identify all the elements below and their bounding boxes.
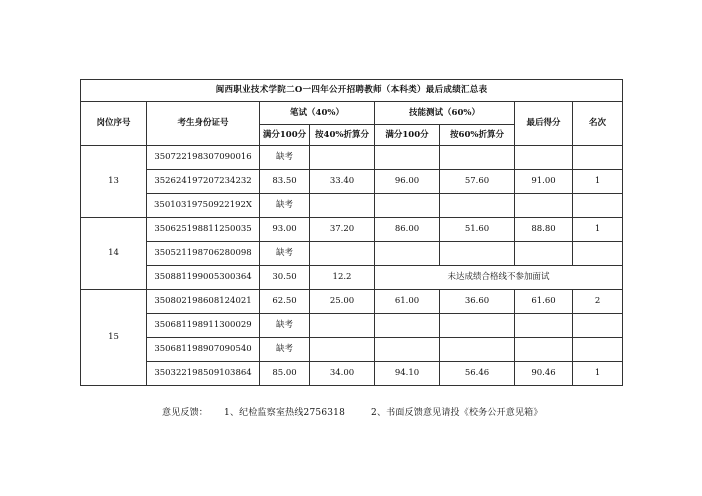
final-score-cell — [515, 194, 573, 218]
rank-cell — [573, 338, 623, 362]
table-row — [81, 362, 623, 386]
header-skill-test: 技能测试（60%） — [375, 102, 515, 125]
table-row — [81, 242, 623, 266]
table-row — [81, 218, 623, 242]
header-final-score: 最后得分 — [515, 102, 573, 146]
skill-60-cell: 51.60 — [440, 218, 515, 242]
feedback-notes — [162, 405, 543, 418]
written-100-cell: 缺考 — [260, 194, 310, 218]
written-40-cell — [310, 242, 375, 266]
skill-100-cell: 96.00 — [375, 170, 440, 194]
skill-100-cell — [375, 242, 440, 266]
header-written-test: 笔试（40%） — [260, 102, 375, 125]
header-rank: 名次 — [573, 102, 623, 146]
skill-100-cell: 94.10 — [375, 362, 440, 386]
table-row — [81, 146, 623, 170]
skill-60-cell: 56.46 — [440, 362, 515, 386]
results-table — [80, 79, 623, 386]
written-40-cell — [310, 194, 375, 218]
table-row — [81, 194, 623, 218]
skill-60-cell — [440, 242, 515, 266]
final-score-cell — [515, 338, 573, 362]
header-skill-converted: 按60%折算分 — [440, 125, 515, 146]
written-40-cell: 25.00 — [310, 290, 375, 314]
written-100-cell: 缺考 — [260, 146, 310, 170]
skill-60-cell — [440, 194, 515, 218]
table-row — [81, 170, 623, 194]
written-100-cell: 30.50 — [260, 266, 310, 290]
feedback-item-hotline: 1、纪检监察室热线2756318 — [224, 408, 346, 418]
feedback-item-mailbox: 2、书面反馈意见请投《校务公开意见箱》 — [371, 408, 543, 418]
written-100-cell: 缺考 — [260, 242, 310, 266]
header-written-converted: 按40%折算分 — [310, 125, 375, 146]
skill-100-cell — [375, 194, 440, 218]
rank-cell — [573, 194, 623, 218]
written-40-cell — [310, 146, 375, 170]
skill-100-cell — [375, 338, 440, 362]
skill-60-cell — [440, 314, 515, 338]
header-id-no: 考生身份证号 — [147, 102, 260, 146]
id-cell: 350322198509103864 — [147, 362, 260, 386]
written-100-cell: 93.00 — [260, 218, 310, 242]
written-40-cell: 34.00 — [310, 362, 375, 386]
id-cell: 350681198911300029 — [147, 314, 260, 338]
rank-cell: 1 — [573, 218, 623, 242]
rank-cell — [573, 146, 623, 170]
final-score-cell — [515, 242, 573, 266]
written-100-cell: 62.50 — [260, 290, 310, 314]
header-position-no: 岗位序号 — [81, 102, 147, 146]
final-score-cell — [515, 146, 573, 170]
final-score-cell: 61.60 — [515, 290, 573, 314]
id-cell: 35010319750922192X — [147, 194, 260, 218]
id-cell: 350681198907090540 — [147, 338, 260, 362]
id-cell: 350881199005300364 — [147, 266, 260, 290]
position-cell: 15 — [81, 290, 147, 386]
rank-cell — [573, 242, 623, 266]
written-100-cell: 缺考 — [260, 314, 310, 338]
position-cell: 13 — [81, 146, 147, 218]
skill-60-cell: 57.60 — [440, 170, 515, 194]
id-cell: 350722198307090016 — [147, 146, 260, 170]
written-100-cell: 缺考 — [260, 338, 310, 362]
header-written-full-100: 满分100分 — [260, 125, 310, 146]
position-cell: 14 — [81, 218, 147, 290]
id-cell: 350802198608124021 — [147, 290, 260, 314]
table-row — [81, 290, 623, 314]
written-40-cell: 12.2 — [310, 266, 375, 290]
written-40-cell — [310, 314, 375, 338]
rank-cell: 1 — [573, 170, 623, 194]
final-score-cell — [515, 314, 573, 338]
skill-100-cell — [375, 314, 440, 338]
skill-100-cell — [375, 146, 440, 170]
id-cell: 352624197207234232 — [147, 170, 260, 194]
remark-cell: 未达成绩合格线不参加面试 — [375, 266, 623, 290]
rank-cell: 2 — [573, 290, 623, 314]
skill-100-cell: 61.00 — [375, 290, 440, 314]
final-score-cell: 90.46 — [515, 362, 573, 386]
rank-cell — [573, 314, 623, 338]
table-row — [81, 338, 623, 362]
written-40-cell: 33.40 — [310, 170, 375, 194]
written-100-cell: 83.50 — [260, 170, 310, 194]
final-score-cell: 88.80 — [515, 218, 573, 242]
skill-60-cell — [440, 338, 515, 362]
skill-60-cell: 36.60 — [440, 290, 515, 314]
written-40-cell — [310, 338, 375, 362]
id-cell: 350521198706280098 — [147, 242, 260, 266]
header-skill-full-100: 满分100分 — [375, 125, 440, 146]
skill-100-cell: 86.00 — [375, 218, 440, 242]
final-score-cell: 91.00 — [515, 170, 573, 194]
rank-cell: 1 — [573, 362, 623, 386]
table-title: 闽西职业技术学院二O一四年公开招聘教师（本科类）最后成绩汇总表 — [81, 80, 623, 102]
table-row — [81, 314, 623, 338]
id-cell: 350625198811250035 — [147, 218, 260, 242]
written-40-cell: 37.20 — [310, 218, 375, 242]
skill-60-cell — [440, 146, 515, 170]
written-100-cell: 85.00 — [260, 362, 310, 386]
feedback-label: 意见反馈： — [162, 408, 209, 418]
table-row — [81, 266, 623, 290]
